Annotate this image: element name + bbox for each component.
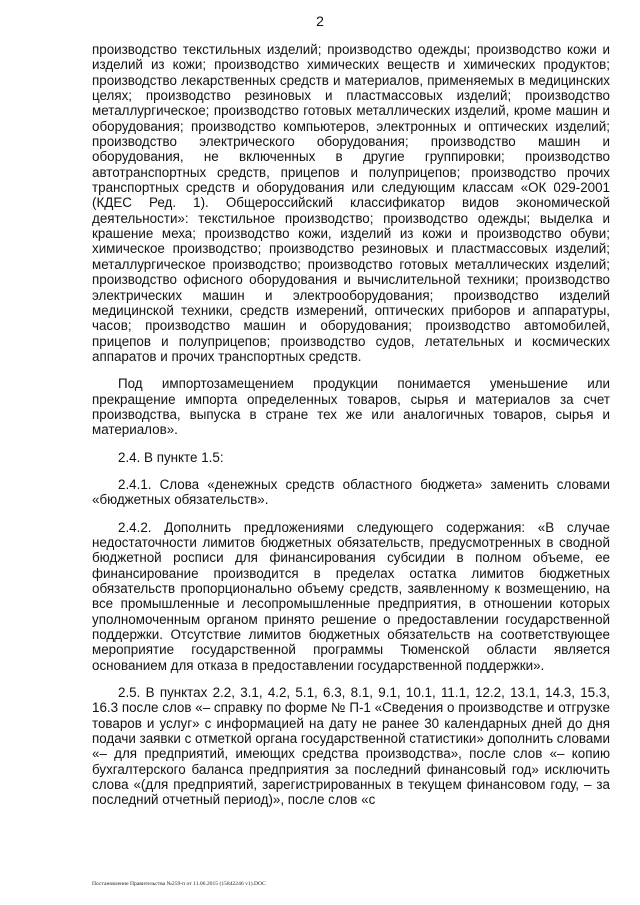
paragraph-2-5: 2.5. В пунктах 2.2, 3.1, 4.2, 5.1, 6.3, 8.1, 9.1, 10.1, 11.1, 12.2, 13.1, 14.3, 15.3, 16.3 после слов «– справку по форме № П-1 «Сведения о производстве и отгрузке товаров и услуг» с информацией на дату не ранее 30 календарных дней до дня подачи заявки с отметкой органа государственной статистики» дополнить словами «– для предприятий, имеющих средства производства», после слов «– копию бухгалтерского баланса предприятия за последний финансовый год» исключить слова «(для предприятий, зарегистрированных в текущем финансовом году, – за последний отчетный период)», после слов «с — [92, 685, 610, 808]
paragraph-2-4: 2.4. В пункте 1.5: — [118, 449, 224, 465]
page-number: 2 — [316, 13, 324, 29]
document-footer: Постановление Правительства №259-п от 11.06.2015 (15842246 v1).DOC — [92, 881, 266, 887]
paragraph-import-substitution: Под импортозамещением продукции понимается уменьшение или прекращение импорта определенных товаров, сырья и материалов за счет производства, выпуска в стране тех же или аналогичных товаров, сырья и материалов». — [92, 376, 610, 438]
paragraph-2-4-2: 2.4.2. Дополнить предложениями следующего содержания: «В случае недостаточности лимитов бюджетных обязательств, предусмотренных в сводной бюджетной росписи для финансирования субсидии в полном объеме, ее финансирование производится в пределах остатка лимитов бюджетных обязательств пропорционально объему средств, заявленному к возмещению, на все промышленные и лесопромышленные предприятия, в отношении которых уполномоченным органом принято решение о предоставлении государственной поддержки. Отсутствие лимитов бюджетных обязательств на соответствующее мероприятие государственной программы Тюменской области является основанием для отказа в предоставлении государственной поддержки». — [92, 519, 610, 673]
document-body — [92, 42, 610, 808]
paragraph-2-4-1: 2.4.1. Слова «денежных средств областного бюджета» заменить словами «бюджетных обязательств». — [92, 476, 610, 508]
paragraph-classifier-list: производство текстильных изделий; производство одежды; производство кожи и изделий из кожи; производство химических веществ и химических продуктов; производство лекарственных средств и материалов, применяемых в медицинских целях; производство резиновых и пластмассовых изделий; производство металлургическое; производство готовых металлических изделий, кроме машин и оборудования; производство компьютеров, электронных и оптических изделий; производство электрического оборудования; производство машин и оборудования, не включенных в другие группировки; производство автотранспортных средств, прицепов и полуприцепов; производство прочих транспортных средств и оборудования или следующим классам «ОК 029-2001 (КДЕС Ред. 1). Общероссийский классификатор видов экономической деятельности»: текстильное производство; производство одежды; выделка и крашение меха; производство кожи, изделий из кожи и производство обуви; химическое производство; производство резиновых и пластмассовых изделий; металлургическое производство; производство готовых металлических изделий; производство офисного оборудования и вычислительной техники; производство электрических машин и электрооборудования; производство изделий медицинской техники, средств измерений, оптических приборов и аппаратуры, часов; производство машин и оборудования; производство автомобилей, прицепов и полуприцепов; производство судов, летательных и космических аппаратов и прочих транспортных средств. — [92, 42, 610, 364]
